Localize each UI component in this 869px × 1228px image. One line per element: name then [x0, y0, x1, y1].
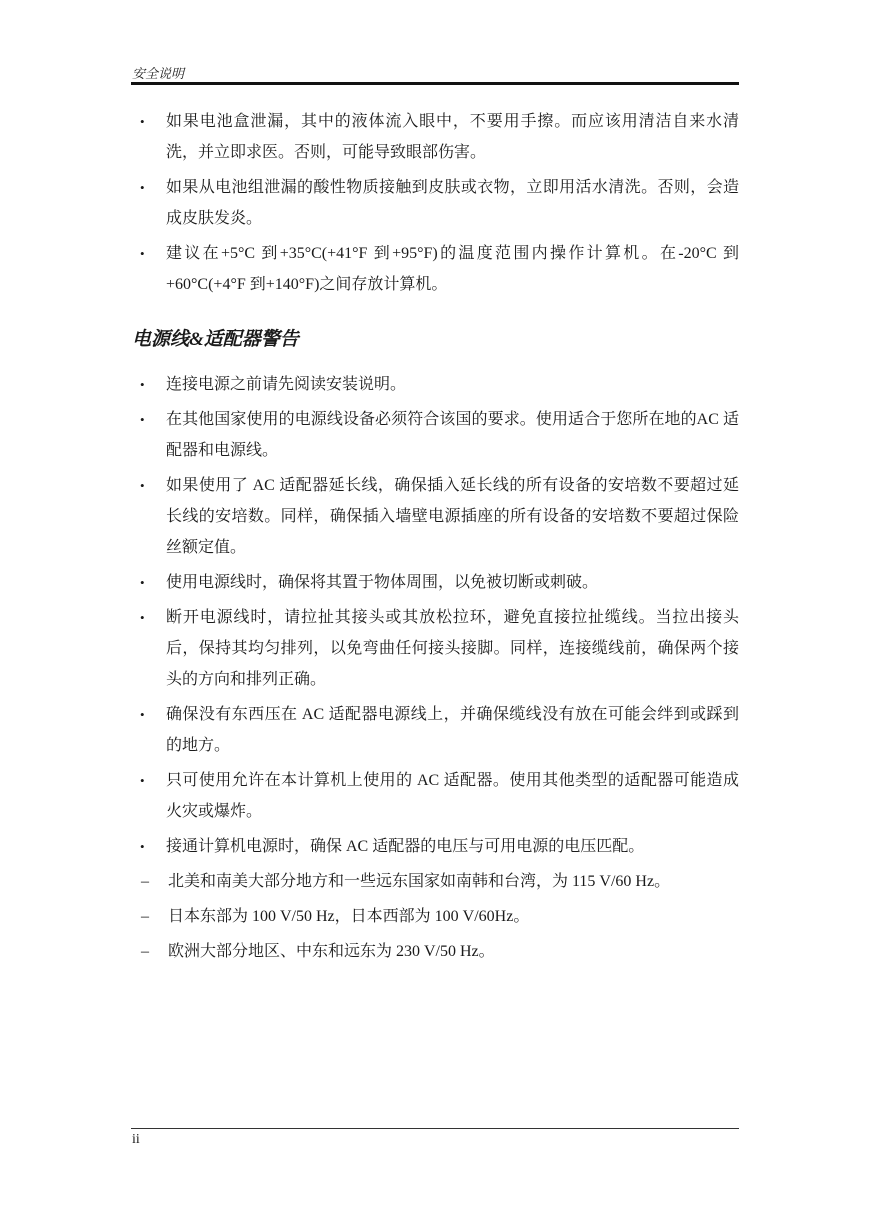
list-item [131, 831, 739, 967]
list-item-text: 建议在+5°C 到+35°C(+41°F 到+95°F)的温度范围内操作计算机。在-20°C 到+60°C(+4°F 到+140°F)之间存放计算机。 [166, 245, 739, 293]
sub-list-item [137, 901, 739, 932]
list-item-text: 如果从电池组泄漏的酸性物质接触到皮肤或衣物，立即用活水清洗。否则，会造成皮肤发炎。 [166, 179, 739, 227]
list-item-text: 连接电源之前请先阅读安装说明。 [166, 376, 407, 393]
running-header: 安全说明 [132, 66, 185, 81]
list-item [131, 172, 739, 234]
dash-icon: – [141, 943, 149, 960]
bullet-icon: • [140, 114, 145, 129]
bullet-icon: • [140, 610, 145, 625]
bullet-icon: • [140, 180, 145, 195]
list-item [131, 404, 739, 466]
bullet-icon: • [140, 377, 145, 392]
list-item [131, 602, 739, 695]
sub-list-item-text: 日本东部为 100 V/50 Hz，日本西部为 100 V/60Hz。 [168, 908, 530, 925]
list-item-text: 接通计算机电源时，确保 AC 适配器的电压与可用电源的电压匹配。 [166, 838, 645, 855]
dash-icon: – [141, 908, 149, 925]
sub-list-item [137, 936, 739, 967]
list-item [131, 106, 739, 168]
list-item [131, 567, 739, 598]
bullet-icon: • [140, 773, 145, 788]
battery-warning-list [131, 106, 739, 300]
page-number: ii [132, 1132, 140, 1147]
list-item [131, 238, 739, 300]
list-item-text: 如果电池盒泄漏，其中的液体流入眼中，不要用手擦。而应该用清洁自来水清洗，并立即求医。否则，可能导致眼部伤害。 [166, 113, 739, 161]
list-item [131, 470, 739, 563]
sub-list-item-text: 欧洲大部分地区、中东和远东为 230 V/50 Hz。 [168, 943, 495, 960]
sub-list-item-text: 北美和南美大部分地方和一些远东国家如南韩和台湾，为 115 V/60 Hz。 [168, 873, 671, 890]
voltage-list [141, 866, 739, 967]
power-warning-list [131, 369, 739, 967]
section-heading: 电源线&适配器警告 [132, 329, 299, 350]
sub-list-item [137, 866, 739, 897]
page-content [131, 106, 739, 971]
list-item-text: 断开电源线时，请拉扯其接头或其放松拉环，避免直接拉扯缆线。当拉出接头后，保持其均匀排列，以免弯曲任何接头接脚。同样，连接缆线前，确保两个接头的方向和排列正确。 [166, 609, 739, 688]
list-item-text: 只可使用允许在本计算机上使用的 AC 适配器。使用其他类型的适配器可能造成火灾或爆炸。 [166, 772, 739, 820]
list-item [131, 699, 739, 761]
bullet-icon: • [140, 478, 145, 493]
bullet-icon: • [140, 412, 145, 427]
footer-rule [131, 1128, 739, 1129]
list-item [131, 369, 739, 400]
list-item-text: 在其他国家使用的电源线设备必须符合该国的要求。使用适合于您所在地的AC 适配器和电源线。 [166, 411, 739, 459]
list-item [131, 765, 739, 827]
bullet-icon: • [140, 575, 145, 590]
header-rule [131, 82, 739, 85]
list-item-text: 确保没有东西压在 AC 适配器电源线上，并确保缆线没有放在可能会绊到或踩到的地方。 [166, 706, 739, 754]
list-item-text: 如果使用了 AC 适配器延长线，确保插入延长线的所有设备的安培数不要超过延长线的安培数。同样，确保插入墙壁电源插座的所有设备的安培数不要超过保险丝额定值。 [166, 477, 739, 556]
bullet-icon: • [140, 707, 145, 722]
bullet-icon: • [140, 246, 145, 261]
list-item-text: 使用电源线时，确保将其置于物体周围，以免被切断或刺破。 [166, 574, 599, 591]
bullet-icon: • [140, 839, 145, 854]
dash-icon: – [141, 873, 149, 890]
